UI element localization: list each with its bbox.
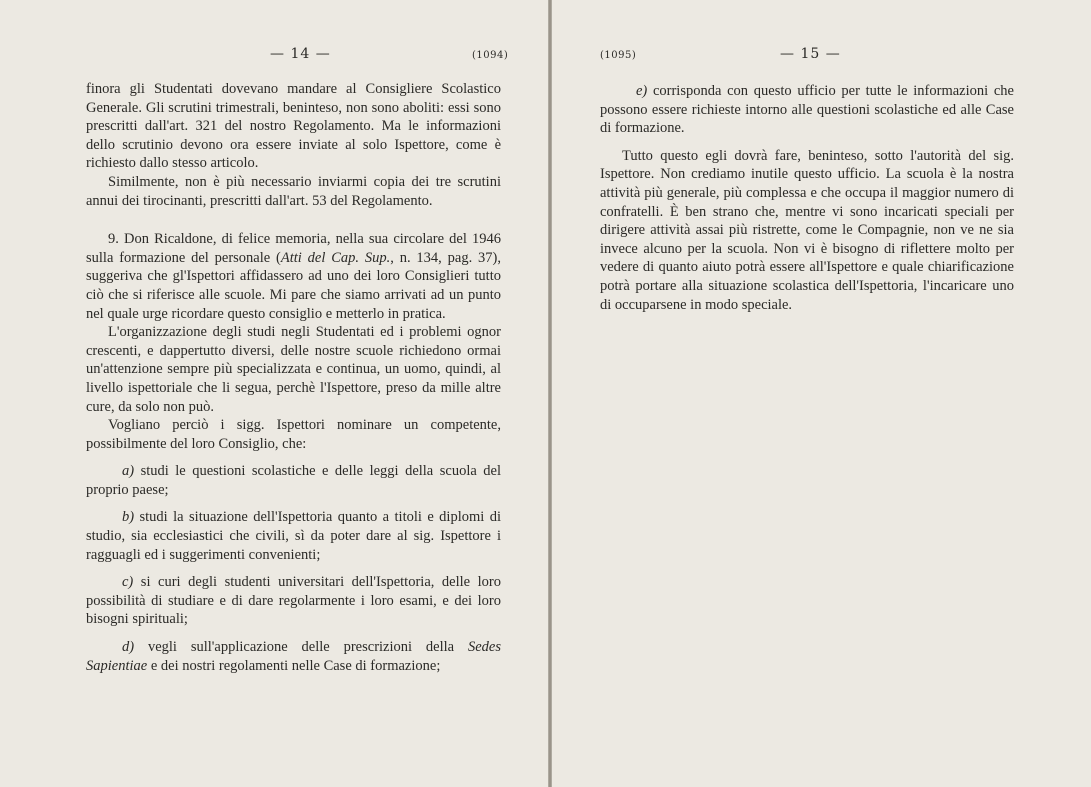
folio-number: (1094)	[472, 50, 509, 61]
paragraph: Tutto questo egli dovrà fare, beninteso, sotto l'autorità del sig. Ispettore. Non crediamo inutile questo ufficio. La scuola è la nostra attività più generale, più complessa e che occupa il maggior numero di confratelli. È ben strano che, mentre vi sono incaricati speciali per dirigere attività assai più ristrette, come le Compagnie, non ve ne sia invece alcuno per la scuola. Non vi è bisogno di riflettere molto per vedere di quanto aiuto potrà essere all'Ispettore e quale chiarificazione potrà portare alla situazione scolastica dell'Ispettoria, l'incaricare uno di occuparsene in modo speciale.	[600, 147, 1014, 313]
item-text: studi la situazione dell'Ispettoria quanto a titoli e diplomi di studio, sia ecclesiastici che civili, sì da poter dare al sig. Ispettore i ragguagli ed i suggerimenti convenienti;	[86, 509, 501, 563]
item-text: vegli sull'applicazione delle prescrizioni della	[134, 639, 468, 656]
folio-number: (1095)	[600, 50, 637, 61]
list-item	[86, 508, 501, 564]
list-item	[600, 82, 1014, 138]
item-marker: d)	[122, 639, 135, 656]
text-run: 9. Don Ricaldone, di felice memoria, nella sua circolare del 1946 sulla formazione del personale (	[86, 231, 501, 266]
item-marker: c)	[122, 574, 134, 591]
paragraph: Similmente, non è più necessario inviarmi copia dei tre scrutini annui dei tirocinanti, prescritti dall'art. 53 del Regolamento.	[86, 173, 501, 209]
text-run: , n. 134, pag. 37), suggeriva che gl'Ispettori affidassero ad uno dei loro Consiglieri tutto ciò che si riferisce alle scuole. Mi pare che siamo arrivati ad un punto nel quale urge ricordare questo consiglio e metterlo in pratica.	[86, 249, 501, 322]
list-item	[86, 638, 501, 675]
page-number: — 15 —	[780, 46, 841, 62]
paragraph: L'organizzazione degli studi negli Studentati ed i problemi ognor crescenti, e dappertutto diversi, delle nostre scuole richiedono ormai un'attenzione sempre più specializzata e continua, un uomo, quindi, al livello ispettoriale che li segua, perchè l'Ispettore, preso da mille altre cure, da solo non può.	[86, 324, 501, 415]
item-marker: e)	[636, 83, 648, 99]
citation-title: Atti del Cap. Sup.	[280, 249, 391, 266]
item-text: studi le questioni scolastiche e delle leggi della scuola del proprio paese;	[86, 463, 501, 498]
item-text: e dei nostri regolamenti nelle Case di formazione;	[147, 657, 441, 674]
paragraph	[86, 230, 501, 323]
list-item	[86, 462, 501, 499]
page-body	[600, 82, 1014, 314]
page-body	[86, 80, 501, 675]
item-marker: a)	[122, 463, 135, 480]
paragraph: finora gli Studentati dovevano mandare al Consigliere Scolastico Generale. Gli scrutini trimestrali, beninteso, non sono aboliti: essi sono prescritti dall'art. 321 del nostro Regolamento. Ma le informazioni dello scrutinio devono ora essere inviate al solo Ispettore, come è richiesto dallo stesso articolo.	[86, 81, 501, 172]
page-number: — 14 —	[270, 46, 331, 62]
paragraph: Vogliano perciò i sigg. Ispettori nominare un competente, possibilmente del loro Consiglio, che:	[86, 417, 501, 452]
item-marker: b)	[122, 509, 135, 526]
item-text: corrisponda con questo ufficio per tutte le informazioni che possono essere richieste intorno alle questioni scolastiche ed alle Case di formazione.	[600, 83, 1014, 137]
right-page	[552, 0, 1091, 787]
list-item	[86, 573, 501, 629]
document-title: Sedes Sapientiae	[86, 639, 501, 674]
item-text: si curi degli studenti universitari dell'Ispettoria, delle loro possibilità di studiare e di dare regolarmente i loro esami, e dei loro bisogni spirituali;	[86, 574, 501, 628]
